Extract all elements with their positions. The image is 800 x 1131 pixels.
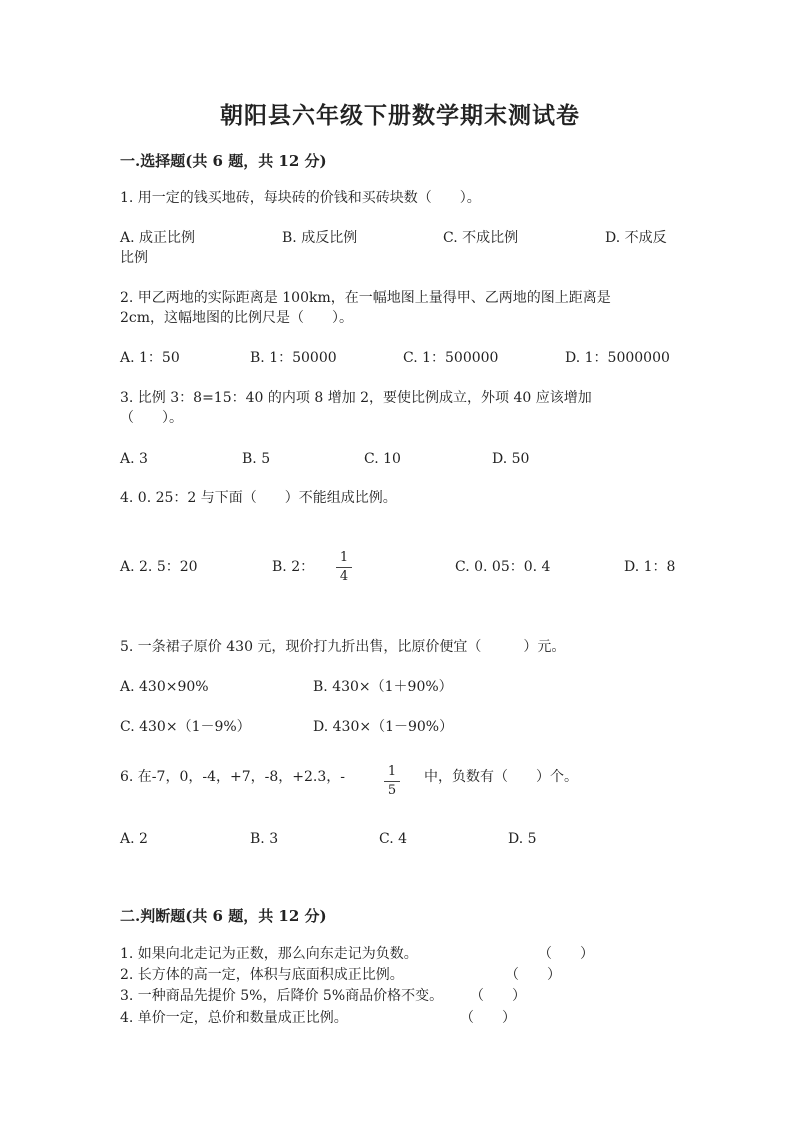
q1-option-d-wrap: 比例: [120, 250, 148, 266]
fraction-numerator: 1: [336, 550, 352, 568]
question-3-line2: （ ）。: [120, 410, 183, 426]
q4-option-d: D. 1：8: [624, 559, 676, 575]
question-6-tail: 中，负数有（ ）个。: [424, 769, 578, 785]
q4-option-a: A. 2. 5：20: [120, 559, 198, 575]
q5-option-d: D. 430×（1－90%）: [313, 719, 454, 735]
q4-option-c: C. 0. 05：0. 4: [455, 559, 551, 575]
q1-option-c: C. 不成比例: [443, 230, 519, 246]
q4-option-b-fraction: [336, 550, 352, 585]
q1-option-d: D. 不成反: [605, 230, 667, 246]
q2-option-d: D. 1：5000000: [565, 350, 670, 366]
fraction-denominator: 5: [387, 783, 397, 798]
q6-fraction: [384, 764, 400, 799]
q3-option-d: D. 50: [492, 451, 530, 467]
q6-option-c: C. 4: [379, 831, 408, 847]
judgment-item-4-answer: （ ）: [460, 1010, 516, 1026]
question-4: 4. 0. 25：2 与下面（ ）不能组成比例。: [120, 490, 397, 506]
q5-option-c: C. 430×（1－9%）: [120, 719, 251, 735]
judgment-item-1: 1. 如果向北走记为正数，那么向东走记为负数。: [120, 946, 418, 962]
question-1: 1. 用一定的钱买地砖，每块砖的价钱和买砖块数（ ）。: [120, 190, 481, 206]
q3-option-a: A. 3: [120, 451, 148, 467]
section-heading-judgment: 二.判断题(共 6 题，共 12 分): [120, 907, 327, 925]
q1-option-b: B. 成反比例: [282, 230, 358, 246]
judgment-item-4: 4. 单价一定，总价和数量成正比例。: [120, 1010, 348, 1026]
page-title: 朝阳县六年级下册数学期末测试卷: [220, 102, 580, 129]
q6-option-a: A. 2: [120, 831, 148, 847]
question-2-line2: 2cm，这幅地图的比例尺是（ ）。: [120, 310, 354, 326]
judgment-item-2-answer: （ ）: [505, 967, 561, 983]
judgment-item-2: 2. 长方体的高一定，体积与底面积成正比例。: [120, 967, 404, 983]
question-2-line1: 2. 甲乙两地的实际距离是 100km，在一幅地图上量得甲、乙两地的图上距离是: [120, 290, 611, 306]
q3-option-b: B. 5: [242, 451, 271, 467]
q6-option-b: B. 3: [250, 831, 279, 847]
q5-option-a: A. 430×90%: [120, 679, 209, 695]
judgment-item-3: 3. 一种商品先提价 5%，后降价 5%商品价格不变。: [120, 988, 444, 1004]
question-5: 5. 一条裙子原价 430 元，现价打九折出售，比原价便宜（ ）元。: [120, 639, 566, 655]
q1-option-a: A. 成正比例: [120, 230, 196, 246]
q2-option-c: C. 1：500000: [403, 350, 499, 366]
q6-option-d: D. 5: [508, 831, 537, 847]
q2-option-a: A. 1：50: [120, 350, 180, 366]
q2-option-b: B. 1：50000: [250, 350, 337, 366]
fraction-denominator: 4: [339, 569, 349, 584]
question-3-line1: 3. 比例 3：8=15：40 的内项 8 增加 2，要使比例成立，外项 40 应该增加: [120, 390, 592, 406]
q3-option-c: C. 10: [364, 451, 401, 467]
q4-option-b: B. 2：: [272, 559, 315, 575]
q5-option-b: B. 430×（1＋90%）: [313, 679, 453, 695]
question-6: 6. 在-7，0，-4，+7，-8，+2.3，-: [120, 769, 345, 785]
judgment-item-1-answer: （ ）: [538, 946, 594, 962]
judgment-item-3-answer: （ ）: [470, 988, 526, 1004]
fraction-numerator: 1: [384, 764, 400, 782]
section-heading-choice: 一.选择题(共 6 题，共 12 分): [120, 152, 327, 170]
